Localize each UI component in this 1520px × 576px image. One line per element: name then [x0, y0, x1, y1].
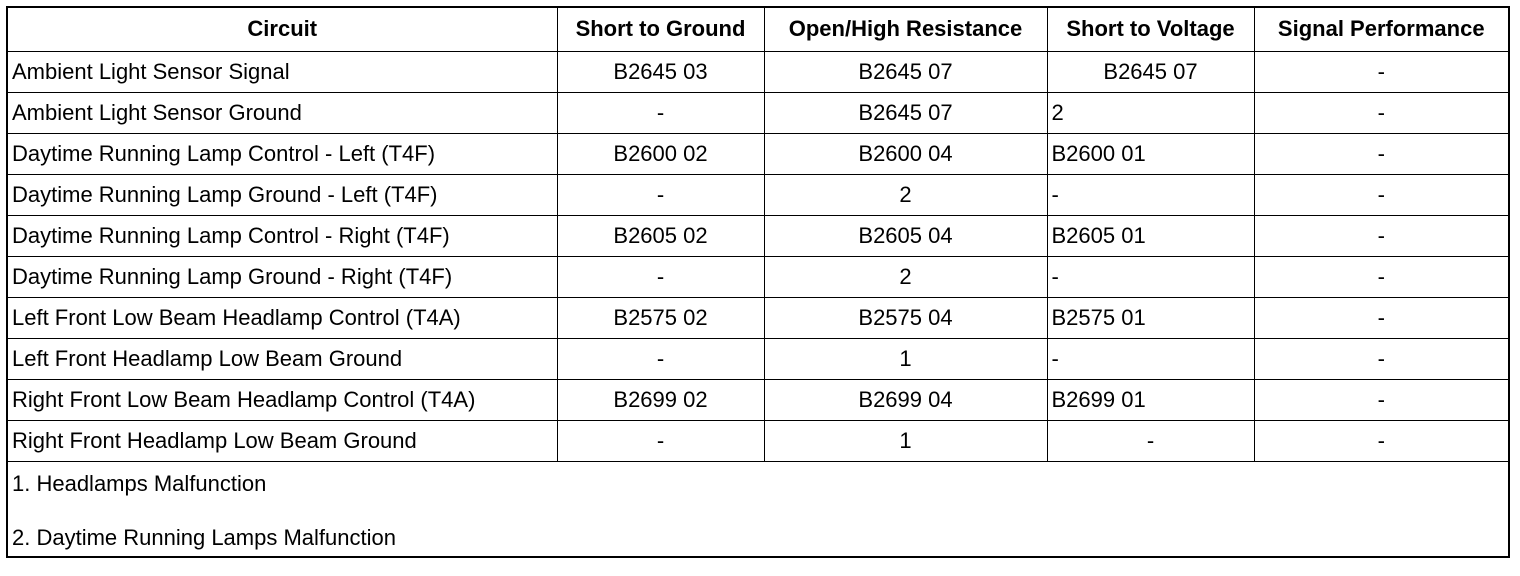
signal-performance-cell: -	[1254, 174, 1509, 215]
table-row	[7, 133, 1509, 174]
short-to-voltage-cell: B2575 01	[1047, 297, 1254, 338]
note-1: 1. Headlamps Malfunction	[12, 470, 267, 496]
table-row	[7, 256, 1509, 297]
table-row	[7, 338, 1509, 379]
signal-performance-cell: -	[1254, 215, 1509, 256]
open-high-resistance-cell: B2645 07	[764, 51, 1047, 92]
header-signal-performance: Signal Performance	[1254, 7, 1509, 51]
open-high-resistance-cell: 2	[764, 174, 1047, 215]
table-row	[7, 51, 1509, 92]
short-to-voltage-cell: B2605 01	[1047, 215, 1254, 256]
short-to-ground-cell: -	[557, 256, 764, 297]
circuit-cell: Daytime Running Lamp Ground - Right (T4F)	[7, 256, 557, 297]
table-row	[7, 174, 1509, 215]
table-row	[7, 379, 1509, 420]
note-2: 2. Daytime Running Lamps Malfunction	[12, 524, 396, 550]
circuit-cell: Daytime Running Lamp Ground - Left (T4F)	[7, 174, 557, 215]
header-open-high-resistance: Open/High Resistance	[764, 7, 1047, 51]
circuit-cell: Ambient Light Sensor Ground	[7, 92, 557, 133]
signal-performance-cell: -	[1254, 338, 1509, 379]
short-to-ground-cell: B2605 02	[557, 215, 764, 256]
dtc-table-container	[6, 6, 1508, 558]
signal-performance-cell: -	[1254, 420, 1509, 461]
short-to-voltage-cell: 2	[1047, 92, 1254, 133]
table-row	[7, 420, 1509, 461]
open-high-resistance-cell: B2699 04	[764, 379, 1047, 420]
short-to-ground-cell: B2699 02	[557, 379, 764, 420]
signal-performance-cell: -	[1254, 379, 1509, 420]
circuit-cell: Daytime Running Lamp Control - Left (T4F)	[7, 133, 557, 174]
short-to-ground-cell: B2645 03	[557, 51, 764, 92]
open-high-resistance-cell: B2600 04	[764, 133, 1047, 174]
short-to-voltage-cell: B2645 07	[1047, 51, 1254, 92]
open-high-resistance-cell: B2575 04	[764, 297, 1047, 338]
open-high-resistance-cell: 1	[764, 338, 1047, 379]
table-row	[7, 297, 1509, 338]
short-to-ground-cell: -	[557, 420, 764, 461]
signal-performance-cell: -	[1254, 92, 1509, 133]
signal-performance-cell: -	[1254, 51, 1509, 92]
open-high-resistance-cell: 2	[764, 256, 1047, 297]
short-to-voltage-cell: -	[1047, 420, 1254, 461]
short-to-voltage-cell: -	[1047, 174, 1254, 215]
table-row	[7, 92, 1509, 133]
short-to-voltage-cell: B2699 01	[1047, 379, 1254, 420]
circuit-cell: Left Front Low Beam Headlamp Control (T4A)	[7, 297, 557, 338]
circuit-dtc-table	[6, 6, 1510, 558]
signal-performance-cell: -	[1254, 133, 1509, 174]
signal-performance-cell: -	[1254, 297, 1509, 338]
circuit-cell: Right Front Headlamp Low Beam Ground	[7, 420, 557, 461]
short-to-voltage-cell: B2600 01	[1047, 133, 1254, 174]
open-high-resistance-cell: B2605 04	[764, 215, 1047, 256]
circuit-cell: Daytime Running Lamp Control - Right (T4F)	[7, 215, 557, 256]
notes-row	[7, 461, 1509, 557]
short-to-ground-cell: -	[557, 174, 764, 215]
notes-cell	[7, 461, 1509, 557]
short-to-voltage-cell: -	[1047, 338, 1254, 379]
short-to-ground-cell: -	[557, 92, 764, 133]
circuit-cell: Right Front Low Beam Headlamp Control (T4A)	[7, 379, 557, 420]
circuit-cell: Ambient Light Sensor Signal	[7, 51, 557, 92]
open-high-resistance-cell: 1	[764, 420, 1047, 461]
short-to-ground-cell: -	[557, 338, 764, 379]
header-circuit: Circuit	[7, 7, 557, 51]
header-short-to-ground: Short to Ground	[557, 7, 764, 51]
table-row	[7, 215, 1509, 256]
header-row	[7, 7, 1509, 51]
signal-performance-cell: -	[1254, 256, 1509, 297]
short-to-ground-cell: B2575 02	[557, 297, 764, 338]
circuit-cell: Left Front Headlamp Low Beam Ground	[7, 338, 557, 379]
short-to-ground-cell: B2600 02	[557, 133, 764, 174]
header-short-to-voltage: Short to Voltage	[1047, 7, 1254, 51]
open-high-resistance-cell: B2645 07	[764, 92, 1047, 133]
short-to-voltage-cell: -	[1047, 256, 1254, 297]
